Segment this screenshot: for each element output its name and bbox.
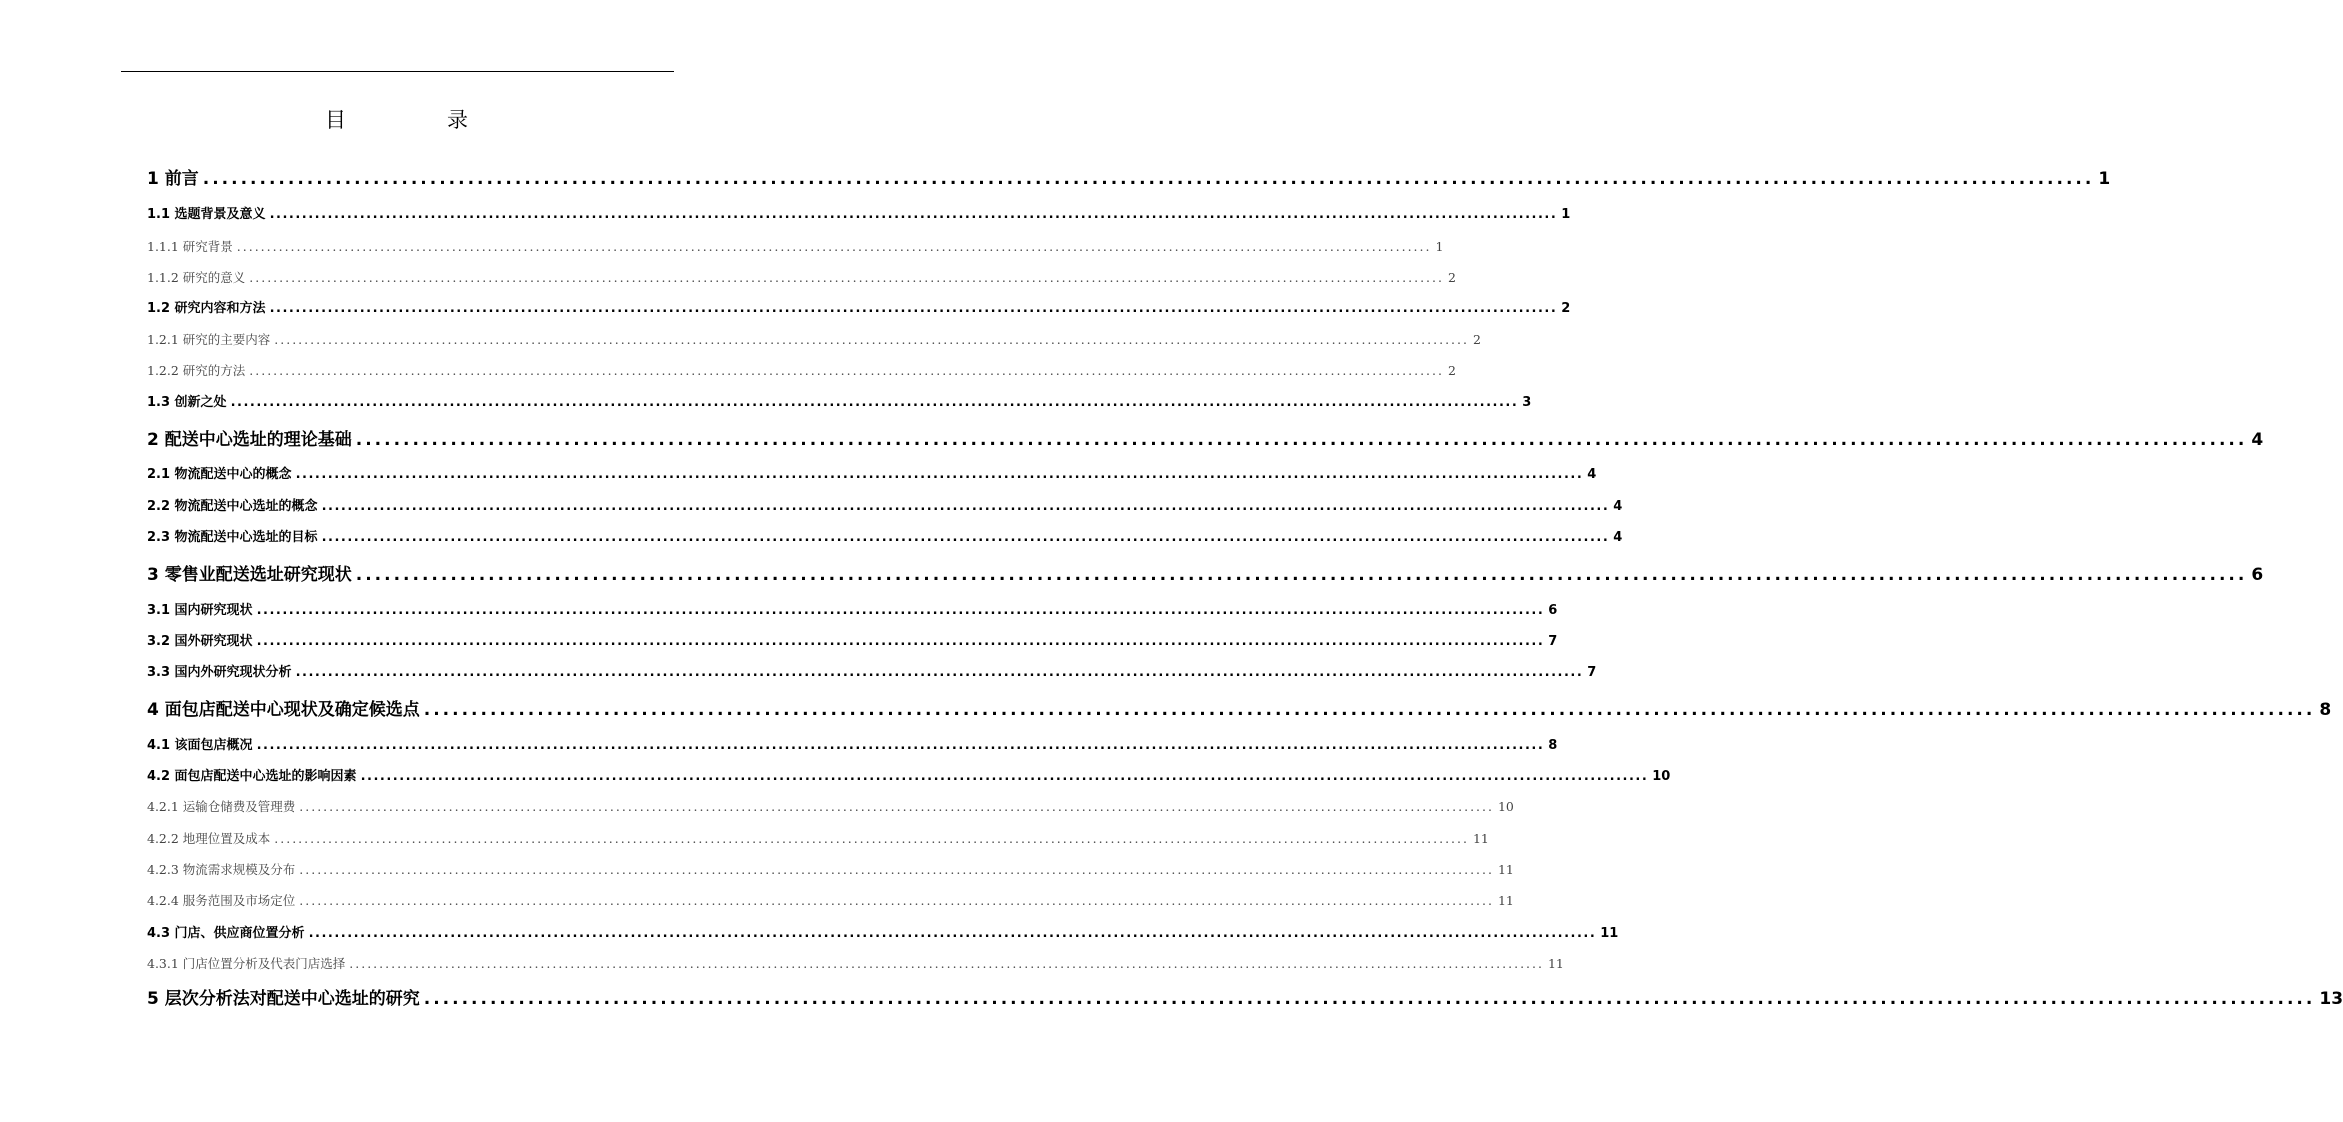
toc-leader-dots: ........................................................................................................................................................................................................ bbox=[269, 207, 1558, 222]
toc-entry-page: 11 bbox=[1497, 893, 1514, 908]
toc-leader-dots: ........................................................................................................................................................................................................ bbox=[295, 467, 1584, 482]
toc-entry-page: 4 bbox=[1613, 499, 1623, 514]
toc-leader-dots: ........................................................................................................................................................................................................ bbox=[295, 665, 1584, 680]
toc-leader-dots: ........................................................................................................................................................................................................ bbox=[321, 499, 1610, 514]
toc-entry-label: 3.1 国内研究现状 bbox=[147, 603, 253, 618]
toc-entry[interactable] bbox=[147, 738, 1558, 753]
toc-entry[interactable] bbox=[147, 603, 1558, 618]
toc-entry[interactable] bbox=[147, 270, 1456, 285]
toc-entry[interactable] bbox=[147, 467, 1597, 482]
toc-entry-page: 7 bbox=[1548, 634, 1558, 649]
toc-leader-dots: ........................................................................................................................................................................................................ bbox=[256, 603, 1545, 618]
toc-entry[interactable] bbox=[147, 332, 1481, 347]
toc-entry-page: 4 bbox=[2251, 430, 2264, 450]
toc-leader-dots: ........................................................................................................................................................................................................ bbox=[423, 700, 2316, 720]
toc-leader-dots: ........................................................................................................................................................................................................ bbox=[202, 169, 2095, 189]
toc-entry-page: 1 bbox=[1561, 207, 1571, 222]
toc-entry-label: 4.2.2 地理位置及成本 bbox=[147, 831, 271, 846]
toc-entry-page: 2 bbox=[1447, 270, 1456, 285]
toc-entry-page: 11 bbox=[1497, 862, 1514, 877]
toc-entry-label: 1.1 选题背景及意义 bbox=[147, 207, 266, 222]
toc-leader-dots: ........................................................................................................................................................................................................ bbox=[299, 862, 1494, 877]
toc-entry-label: 1.3 创新之处 bbox=[147, 395, 227, 410]
toc-entry-page: 8 bbox=[2319, 700, 2332, 720]
toc-entry-label: 1 前言 bbox=[147, 169, 199, 189]
toc-entry-label: 2.1 物流配送中心的概念 bbox=[147, 467, 292, 482]
toc-leader-dots: ........................................................................................................................................................................................................ bbox=[236, 239, 1432, 254]
toc-entry[interactable] bbox=[147, 700, 2332, 720]
toc-entry-label: 1.2.1 研究的主要内容 bbox=[147, 332, 271, 347]
toc-leader-dots: ........................................................................................................................................................................................................ bbox=[274, 332, 1469, 347]
toc-entry-label: 4.2.3 物流需求规模及分布 bbox=[147, 862, 296, 877]
toc-entry-page: 4 bbox=[1613, 530, 1623, 545]
toc-entry-label: 4.2.1 运输仓储费及管理费 bbox=[147, 799, 296, 814]
toc-entry-label: 1.1.2 研究的意义 bbox=[147, 270, 246, 285]
toc-entry[interactable] bbox=[147, 530, 1623, 545]
toc-leader-dots: ........................................................................................................................................................................................................ bbox=[355, 430, 2248, 450]
toc-entry[interactable] bbox=[147, 207, 1571, 222]
toc-entry[interactable] bbox=[147, 862, 1514, 877]
toc-entry-label: 4.2 面包店配送中心选址的影响因素 bbox=[147, 769, 357, 784]
toc-entry-page: 6 bbox=[1548, 603, 1558, 618]
toc-entry-page: 8 bbox=[1548, 738, 1558, 753]
toc-leader-dots: ........................................................................................................................................................................................................ bbox=[256, 634, 1545, 649]
toc-entry[interactable] bbox=[147, 301, 1571, 316]
toc-entry-label: 2.2 物流配送中心选址的概念 bbox=[147, 499, 318, 514]
toc-entry-page: 13 bbox=[2319, 989, 2343, 1009]
page-title: 目 录 bbox=[325, 108, 508, 132]
toc-entry-page: 2 bbox=[1561, 301, 1571, 316]
toc-leader-dots: ........................................................................................................................................................................................................ bbox=[274, 831, 1469, 846]
toc-entry-page: 1 bbox=[1435, 239, 1444, 254]
toc-entry[interactable] bbox=[147, 799, 1514, 814]
toc-entry-label: 1.2.2 研究的方法 bbox=[147, 363, 246, 378]
toc-entry-label: 4.3.1 门店位置分析及代表门店选择 bbox=[147, 956, 346, 971]
toc-leader-dots: ........................................................................................................................................................................................................ bbox=[256, 738, 1545, 753]
toc-entry[interactable] bbox=[147, 634, 1558, 649]
toc-entry-page: 2 bbox=[1447, 363, 1456, 378]
toc-entry-page: 1 bbox=[2098, 169, 2111, 189]
toc-entry-page: 11 bbox=[1600, 926, 1619, 941]
toc-leader-dots: ........................................................................................................................................................................................................ bbox=[230, 395, 1519, 410]
toc-entry-page: 10 bbox=[1652, 769, 1671, 784]
toc-leader-dots: ........................................................................................................................................................................................................ bbox=[360, 769, 1649, 784]
toc-entry-label: 4.3 门店、供应商位置分析 bbox=[147, 926, 305, 941]
toc-leader-dots: ........................................................................................................................................................................................................ bbox=[249, 363, 1444, 378]
toc-entry-label: 1.2 研究内容和方法 bbox=[147, 301, 266, 316]
toc-entry-page: 10 bbox=[1497, 799, 1514, 814]
toc-leader-dots: ........................................................................................................................................................................................................ bbox=[308, 926, 1597, 941]
toc-entry-page: 4 bbox=[1587, 467, 1597, 482]
toc-entry-label: 1.1.1 研究背景 bbox=[147, 239, 233, 254]
toc-entry[interactable] bbox=[147, 169, 2111, 189]
toc-entry-label: 2 配送中心选址的理论基础 bbox=[147, 430, 352, 450]
toc-entry[interactable] bbox=[147, 769, 1671, 784]
toc-leader-dots: ........................................................................................................................................................................................................ bbox=[321, 530, 1610, 545]
toc-leader-dots: ........................................................................................................................................................................................................ bbox=[423, 989, 2316, 1009]
toc-entry[interactable] bbox=[147, 430, 2264, 450]
toc-entry-label: 3.3 国内外研究现状分析 bbox=[147, 665, 292, 680]
toc-entry[interactable] bbox=[147, 926, 1619, 941]
toc-entry[interactable] bbox=[147, 565, 2264, 585]
toc-entry-label: 3 零售业配送选址研究现状 bbox=[147, 565, 352, 585]
toc-leader-dots: ........................................................................................................................................................................................................ bbox=[299, 799, 1494, 814]
toc-leader-dots: ........................................................................................................................................................................................................ bbox=[355, 565, 2248, 585]
toc-entry-page: 11 bbox=[1472, 831, 1489, 846]
toc-entry[interactable] bbox=[147, 499, 1623, 514]
toc-entry-label: 2.3 物流配送中心选址的目标 bbox=[147, 530, 318, 545]
toc-entry-page: 11 bbox=[1547, 956, 1564, 971]
toc-entry[interactable] bbox=[147, 956, 1564, 971]
toc-entry-page: 7 bbox=[1587, 665, 1597, 680]
toc-leader-dots: ........................................................................................................................................................................................................ bbox=[299, 893, 1494, 908]
toc-entry[interactable] bbox=[147, 395, 1532, 410]
toc-leader-dots: ........................................................................................................................................................................................................ bbox=[349, 956, 1544, 971]
toc-entry-page: 2 bbox=[1472, 332, 1481, 347]
toc-leader-dots: ........................................................................................................................................................................................................ bbox=[269, 301, 1558, 316]
toc-entry[interactable] bbox=[147, 831, 1489, 846]
toc-entry-page: 6 bbox=[2251, 565, 2264, 585]
header-rule bbox=[121, 71, 674, 72]
toc-entry[interactable] bbox=[147, 989, 2343, 1009]
toc-entry-label: 4.2.4 服务范围及市场定位 bbox=[147, 893, 296, 908]
toc-entry[interactable] bbox=[147, 239, 1444, 254]
toc-entry-label: 4 面包店配送中心现状及确定候选点 bbox=[147, 700, 420, 720]
toc-entry[interactable] bbox=[147, 363, 1456, 378]
toc-entry[interactable] bbox=[147, 893, 1514, 908]
toc-entry-label: 5 层次分析法对配送中心选址的研究 bbox=[147, 989, 420, 1009]
toc-leader-dots: ........................................................................................................................................................................................................ bbox=[249, 270, 1444, 285]
toc-entry-page: 3 bbox=[1522, 395, 1532, 410]
toc-entry-label: 4.1 该面包店概况 bbox=[147, 738, 253, 753]
toc-entry[interactable] bbox=[147, 665, 1597, 680]
toc-entry-label: 3.2 国外研究现状 bbox=[147, 634, 253, 649]
